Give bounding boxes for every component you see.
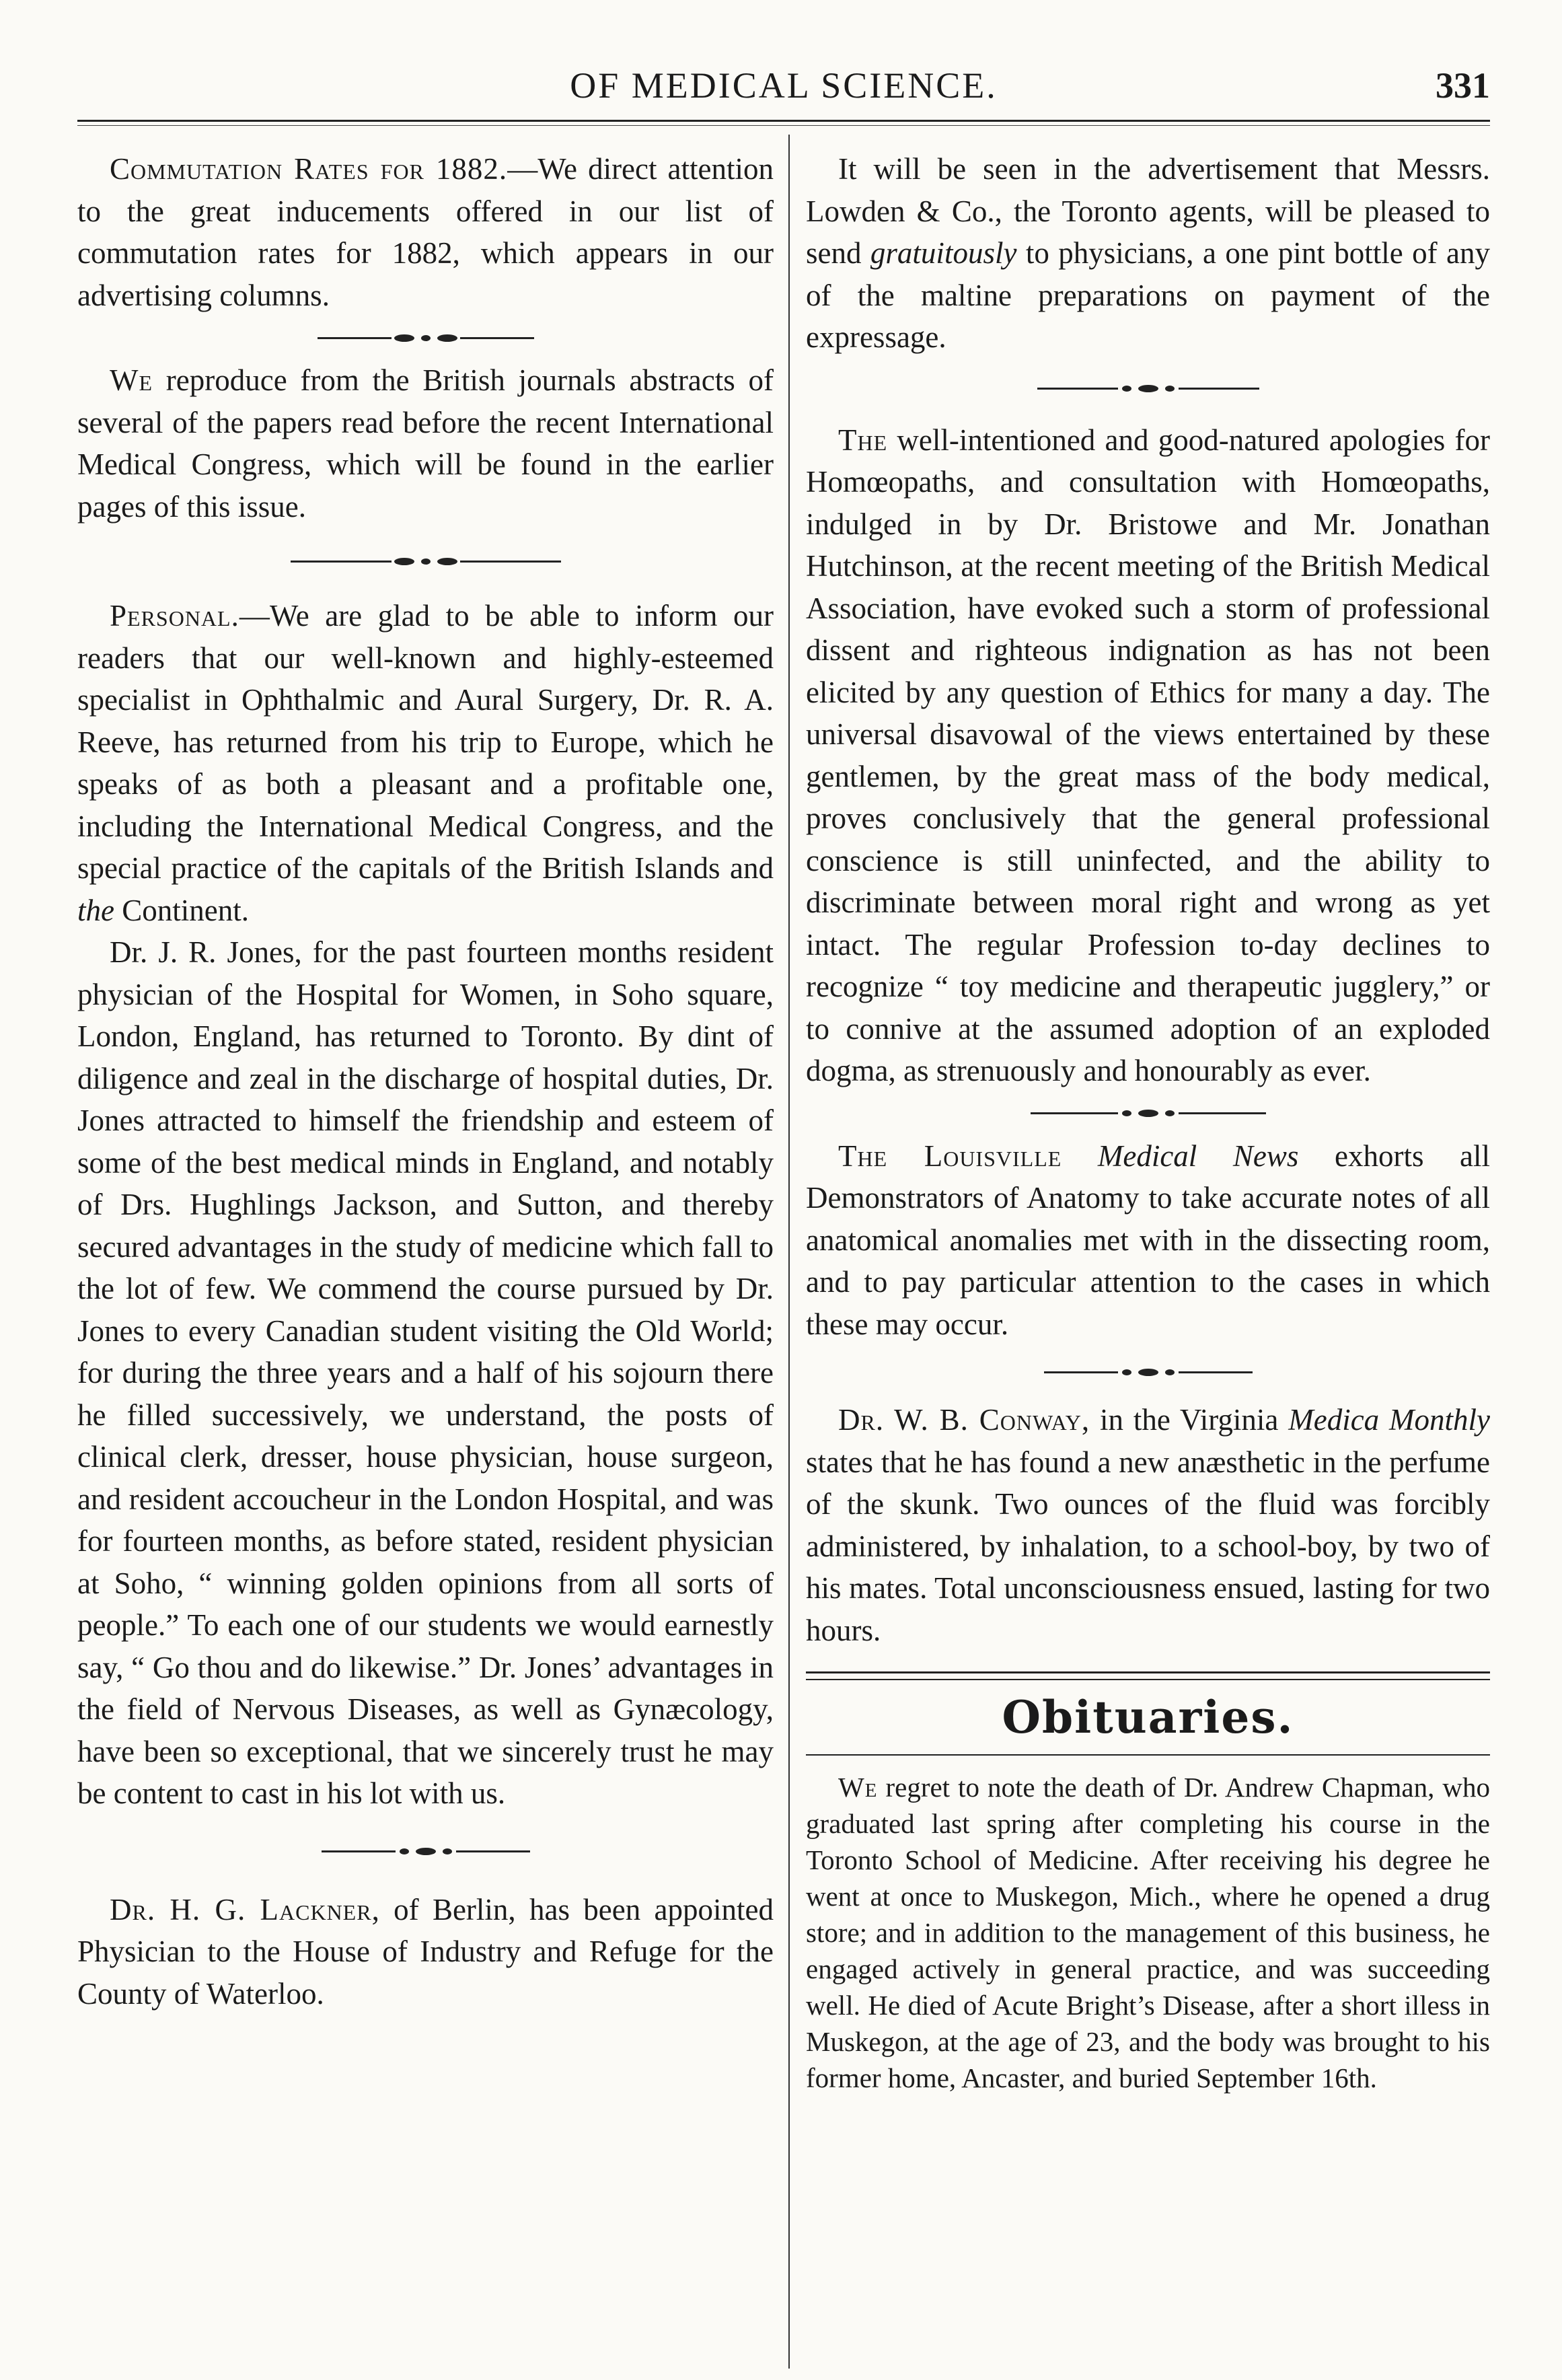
article-homoeopaths [806, 419, 1490, 1092]
obituaries-heading: Obituaries. [1002, 1691, 1294, 1743]
left-column [77, 148, 774, 2015]
article-text: —We direct attention to the great inducements offered in our list of commutation rates for 1882, which appears in our advertising columns. [77, 152, 774, 312]
article-text: It will be seen in the advertisement that Messrs. Lowden & Co., the Toronto agents, will be pleased to send [806, 152, 1490, 270]
ornament-divider [806, 359, 1490, 419]
article-lead: We [110, 363, 153, 397]
ornament-divider [806, 1345, 1490, 1399]
article-dr-conway [806, 1399, 1490, 1651]
article-text: well-intentioned and good-natured apologies for Homœopaths, and consultation with Homœopaths, indulged in by Dr. Bristowe and Mr. Jonathan Hutchinson, at the recent meeting of the British Medical Association, have evoked such a storm of professional dissent and righteous indignation as has not been elicited by any question of Ethics for many a day. The universal disavowal of the views entertained by these gentlemen, by the great mass of the body medical, proves conclusively that the general professional conscience is still uninfected, and the ability to discriminate between moral right and wrong as yet intact. The regular Profession to-day declines to recognize “ toy medicine and therapeutic jugglery,” or to connive at the assumed adoption of an exploded dogma, as strenuously and honourably as ever. [806, 423, 1490, 1087]
article-maltine [806, 148, 1490, 359]
article-text-italic: Medical News [1097, 1139, 1299, 1173]
running-title: OF MEDICAL SCIENCE. [570, 65, 998, 106]
right-column [806, 148, 1490, 2096]
article-text-italic: gratuitously [870, 236, 1017, 270]
article-heading: Commutation Rates for 1882. [110, 152, 508, 186]
page-number: 331 [1436, 65, 1490, 106]
article-text: Continent. [114, 893, 249, 927]
article-text: in the Virginia [1090, 1403, 1289, 1437]
section-double-rule [806, 1671, 1490, 1680]
article-text: to physicians, a one pint bottle of any of the maltine preparations on payment of the expressage. [806, 236, 1490, 354]
ornament-divider [77, 528, 774, 595]
article-lead: The Louisville [838, 1139, 1062, 1173]
article-text-italic: Medica Monthly [1288, 1403, 1490, 1437]
article-obituary-chapman [806, 1769, 1490, 2096]
header-rule [77, 120, 1490, 122]
ornament-divider [806, 1092, 1490, 1135]
header-rule-thin [77, 125, 1490, 126]
article-text: —We are glad to be able to inform our readers that our well-known and highly-esteemed specialist in Ophthalmic and Aural Surgery, Dr. R. A. Reeve, has returned from his trip to Europe, which he speaks of as both a pleasant and a profitable one, including the International Medical Congress, and the special practice of the capitals of the British Islands and [77, 599, 774, 885]
running-header [77, 62, 1490, 109]
article-text-italic: the [77, 893, 114, 927]
article-dr-lackner [77, 1889, 774, 2015]
article-heading: Personal. [110, 599, 239, 633]
article-text: reproduce from the British journals abstracts of several of the papers read before the recent International Medical Congress, which will be found in the earlier pages of this issue. [77, 363, 774, 524]
article-text: of Berlin, has been appointed Physician to the House of Industry and Refuge for the County of Waterloo. [77, 1892, 774, 2011]
article-heading: Dr. H. G. Lackner, [110, 1892, 380, 1926]
ornament-divider [77, 1815, 774, 1889]
article-lead: The [838, 423, 888, 457]
article-lead: We [838, 1772, 878, 1803]
column-divider [788, 135, 790, 2369]
ornament-divider [77, 316, 774, 359]
article-british-journals [77, 359, 774, 528]
article-lead: Dr. W. B. Conway, [838, 1403, 1090, 1437]
article-louisville [806, 1135, 1490, 1346]
article-commutation-rates [77, 148, 774, 316]
article-text: regret to note the death of Dr. Andrew Chapman, who graduated last spring after completing his course in the Toronto School of Medicine. After receiving his degree he went at once to Muskegon, Mich., where he opened a drug store; and in addition to the management of this business, he engaged actively in general practice, and was succeeding well. He died of Acute Bright’s Disease, after a short illess in Muskegon, at the age of 23, and the body was brought to his former home, Ancaster, and buried September 16th. [806, 1772, 1490, 2093]
article-dr-jones [77, 931, 774, 1815]
article-personal [77, 595, 774, 931]
article-text: Dr. J. R. Jones, for the past fourteen months resident physician of the Hospital for Women, in Soho square, London, England, has returned to Toronto. By dint of diligence and zeal in the discharge of hospital duties, Dr. Jones attracted to himself the friendship and esteem of some of the best medical minds in England, and notably of Drs. Hughlings Jackson, and Sutton, and thereby secured advantages in the study of medicine which fall to the lot of few. We commend the course pursued by Dr. Jones to every Canadian student visiting the Old World; for during the three years and a half of his sojourn there he filled successively, we understand, the posts of clinical clerk, dresser, house physician, house surgeon, and resident accoucheur in the London Hospital, and was for fourteen months, as before stated, resident physician at Soho, “ winning golden opinions from all sorts of people.” To each one of our students we would earnestly say, “ Go thou and do likewise.” Dr. Jones’ advantages in the field of Nervous Diseases, as well as Gynæcology, have been so exceptional, that we sincerely trust he may be content to cast in his lot with us. [77, 935, 774, 1810]
article-text: states that he has found a new anæsthetic in the perfume of the skunk. Two ounces of the fluid was forcibly administered, by inhalation, to a school-boy, by two of his mates. Total unconsciousness ensued, lasting for two hours. [806, 1445, 1490, 1647]
heading-rule [806, 1754, 1490, 1756]
article-text: exhorts all Demonstrators of Anatomy to take accurate notes of all anatomical anomalies met with in the dissecting room, and to pay particular attention to the cases in which these may occur. [806, 1139, 1491, 1341]
